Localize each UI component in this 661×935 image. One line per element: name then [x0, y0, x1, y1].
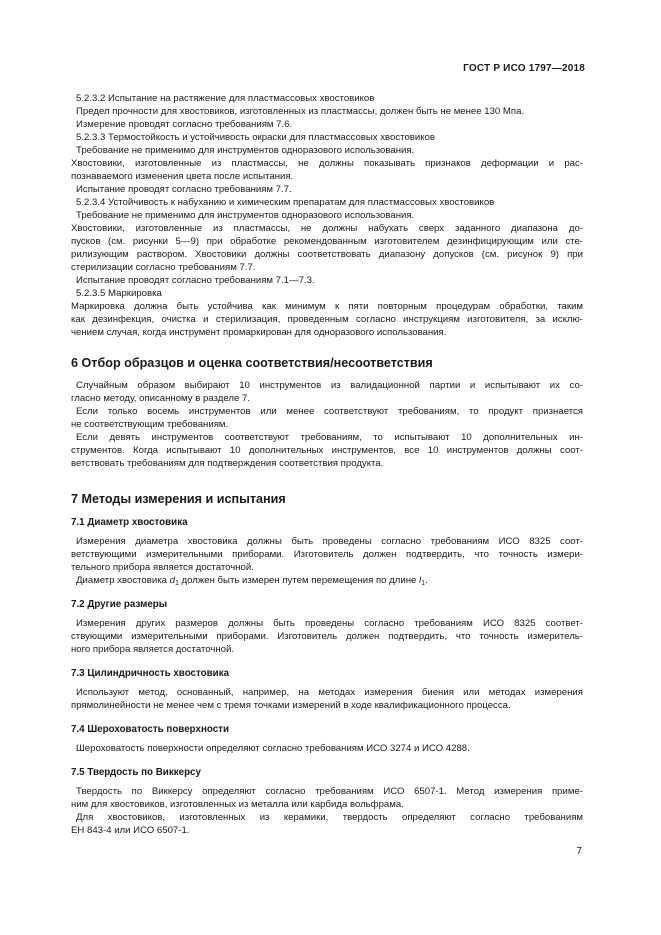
text-line-formula [76, 575, 583, 588]
text-line: Хвостовики, изготовленные из пластмассы, не должны показывать признаков деформации и рас- [71, 158, 583, 169]
text-line: 5.2.3.3 Термостойкость и устойчивость окраски для пластмассовых хвостовиков [76, 132, 435, 143]
variable-l: l [419, 575, 422, 586]
text-line: рилизующим раствором. Хвостовики должны соответствовать диапазону допусков (см. рисунок 9) при [71, 249, 583, 260]
variable-d: d [169, 575, 175, 586]
text-line: 5.2.3.4 Устойчивость к набуханию и химическим препаратам для пластмассовых хвостовиков [76, 197, 495, 208]
text-line: Маркировка должна быть устойчива как минимум к пяти повторным процедурам обработки, таким [71, 301, 583, 312]
text-line: Случайным образом выбирают 10 инструментов из валидационной партии и испытывают их со- [76, 380, 583, 391]
section-7-title: 7 Методы измерения и испытания [71, 492, 286, 506]
text-line: ЕН 843-4 или ИСО 6507-1. [71, 825, 190, 836]
text-line: Измерение проводят согласно требованиям 7.6. [76, 119, 293, 130]
subsection-7-2-title: 7.2 Другие размеры [71, 599, 168, 610]
text-line: не соответствующим требованиям. [71, 419, 229, 430]
text-line: Шероховатость поверхности определяют согласно требованиям ИСО 3274 и ИСО 4288. [76, 743, 470, 754]
text-line: Измерения других размеров должны быть проведены согласно требованиям ИСО 8325 соответ- [76, 618, 583, 629]
subscript: 1 [174, 580, 179, 587]
text-line: как дезинфекция, очистка и стерилизация, проведенным согласно инструкциям изготовителя, за исклю- [71, 314, 583, 325]
text-line: ветствовать требованиям для подтверждения соответствия продукта. [71, 458, 384, 469]
text-line: прямолинейности не менее чем с тремя точками измерений в ходе квалификационного процесса. [71, 700, 511, 711]
subscript: 1 [421, 580, 426, 587]
text-line: струментов. Когда испытывают 10 дополнительных инструментов, все 10 инструментов должны соот- [71, 445, 583, 456]
text-line: ним для хвостовиков, изготовленных из металла или карбида вольфрама. [71, 799, 404, 810]
text-line: Испытание проводят согласно требованиям 7.1—7.3. [76, 275, 315, 286]
text-line: познаваемого изменения цвета после испытания. [71, 171, 294, 182]
text-line: Требование не применимо для инструментов одноразового использования. [76, 210, 415, 221]
text-line: 5.2.3.2 Испытание на растяжение для пластмассовых хвостовиков [76, 93, 375, 104]
text-fragment: Диаметр хвостовика [76, 575, 170, 586]
text-line: чением случая, когда инструмент промаркирован для одноразового использования. [71, 327, 447, 338]
text-line: 5.2.3.5 Маркировка [76, 288, 162, 299]
text-line: Хвостовики, изготовленные из пластмассы, не должны набухать сверх заданного диапазона до- [71, 223, 583, 234]
text-line: Используют метод, основанный, например, на методах измерения биения или методах измерения [76, 687, 583, 698]
text-line: ствующими измерительными приборами. Изготовитель должен подтвердить, что точность измеритель- [71, 631, 583, 642]
text-line: стерилизации согласно требованиям 7.7. [71, 262, 256, 273]
text-line: гласно методу, описанному в разделе 7. [71, 393, 250, 404]
section-6-title: 6 Отбор образцов и оценка соответствия/несоответствия [71, 356, 433, 370]
document-header: ГОСТ Р ИСО 1797—2018 [463, 63, 585, 74]
text-fragment: должен быть измерен путем перемещения по длине [178, 575, 420, 586]
subsection-7-1-title: 7.1 Диаметр хвостовика [71, 517, 188, 528]
page-number: 7 [576, 846, 582, 857]
text-line: пусков (см. рисунки 5—9) при обработке рекомендованным изготовителем дезинфицирующим или сте- [71, 236, 583, 247]
text-line: Предел прочности для хвостовиков, изготовленных из пластмассы, должен быть не менее 130 Мпа. [76, 106, 525, 117]
text-fragment: . [425, 575, 428, 586]
subsection-7-5-title: 7.5 Твердость по Виккерсу [71, 767, 201, 778]
text-line: Измерения диаметра хвостовика должны быть проведены согласно требованиям ИСО 8325 соот- [76, 536, 583, 547]
text-line: Испытание проводят согласно требованиям 7.7. [76, 184, 292, 195]
subsection-7-3-title: 7.3 Цилиндричность хвостовика [71, 668, 230, 679]
text-line: Твердость по Виккерсу определяют согласно требованиям ИСО 6507-1. Метод измерения приме- [76, 786, 583, 797]
text-line: ного прибора является достаточной. [71, 644, 235, 655]
text-line: Требование не применимо для инструментов одноразового использования. [76, 145, 415, 156]
text-line: Для хвостовиков, изготовленных из керамики, твердость определяют согласно требованиям [76, 812, 583, 823]
text-line: ветствующими измерительными приборами. Изготовитель должен подтвердить, что точность измери- [71, 549, 583, 560]
subsection-7-4-title: 7.4 Шероховатость поверхности [71, 724, 229, 735]
text-line: Если девять инструментов соответствуют требованиям, то испытывают 10 дополнительных ин- [76, 432, 583, 443]
text-line: тельного прибора является достаточной. [71, 562, 254, 573]
text-line: Если только восемь инструментов или менее соответствуют требованиям, то продукт признается [76, 406, 583, 417]
